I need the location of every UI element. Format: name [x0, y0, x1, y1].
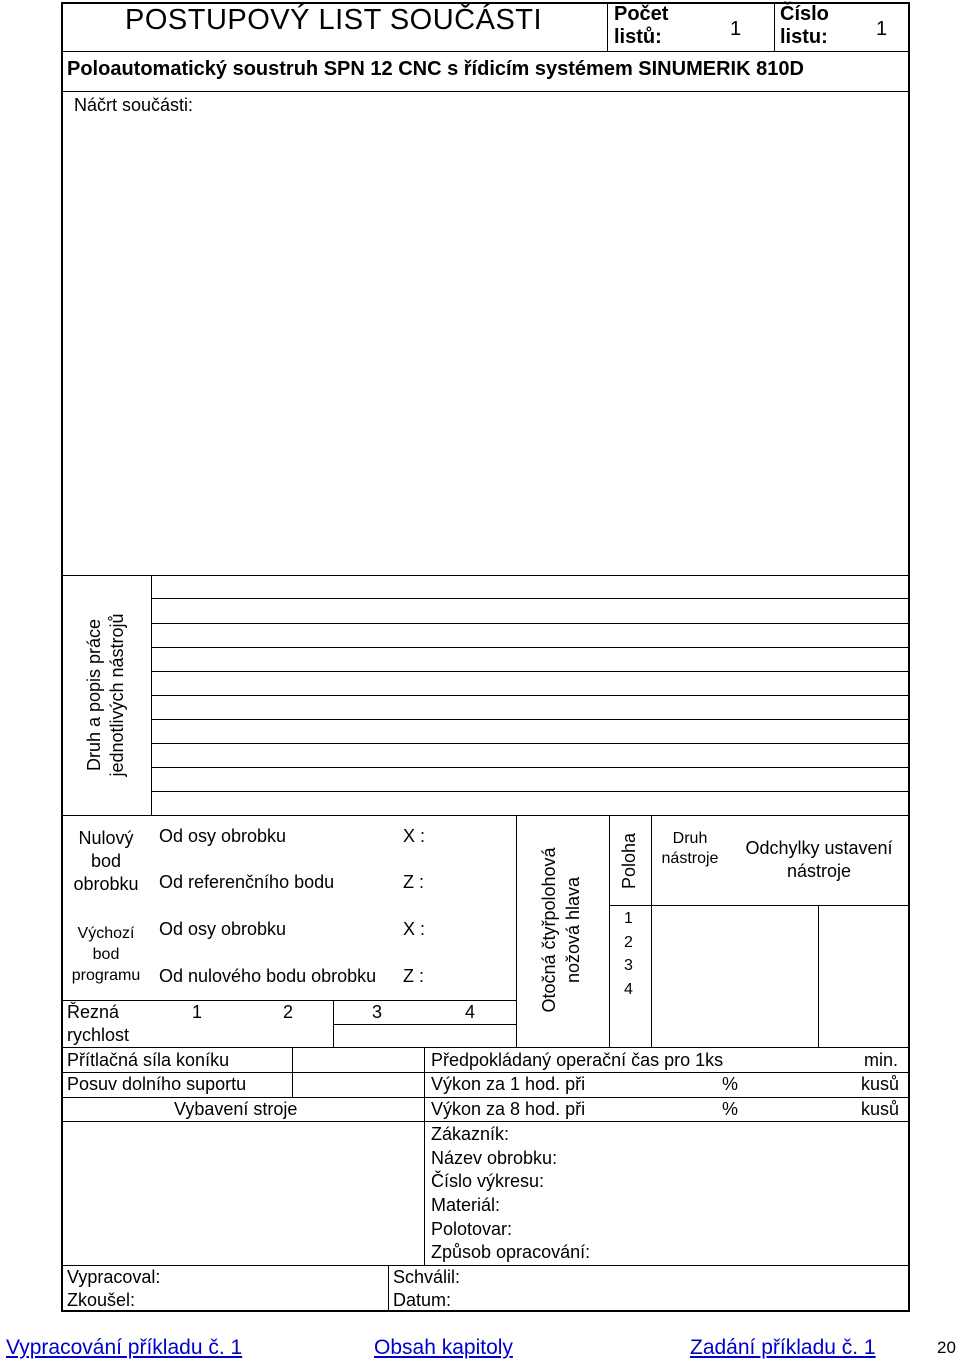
tailstock-force-label: Přítlačná síla koníku — [67, 1050, 230, 1070]
output-8h-label: Výkon za 8 hod. při — [431, 1099, 586, 1119]
blank-label[interactable]: Polotovar: — [431, 1219, 513, 1239]
prepared-by-label[interactable]: Vypracoval: — [67, 1267, 161, 1287]
start-z-field[interactable]: Z : — [403, 966, 424, 986]
tools-label-line-2: jednotlivých nástrojů — [106, 613, 127, 777]
previous-example-link[interactable]: Vypracování příkladu č. 1 — [6, 1336, 243, 1359]
turret-label-line-1: Otočná čtyřpolohová — [539, 847, 559, 1013]
sheet-number-value[interactable]: 1 — [876, 18, 888, 40]
sheet-number-label-2: listu: — [780, 26, 828, 48]
sheet-number-label: Číslo — [780, 3, 829, 25]
chapter-contents-link[interactable]: Obsah kapitoly — [374, 1336, 513, 1359]
output-8h-percent: % — [722, 1099, 739, 1119]
position-header: Poloha — [619, 832, 639, 890]
sheet-count-label: Počet — [614, 3, 669, 25]
position-3: 3 — [624, 957, 633, 974]
start-x-field[interactable]: X : — [403, 919, 426, 939]
cutting-speed-label-1: Řezná — [67, 1002, 120, 1022]
page-title: POSTUPOVÝ LIST SOUČÁSTI — [125, 4, 543, 36]
program-start-label — [61, 923, 151, 986]
zero-x-field[interactable]: X : — [403, 826, 426, 846]
sketch-label: Náčrt součásti: — [74, 95, 194, 115]
position-4: 4 — [624, 981, 633, 998]
sheet-count-value[interactable]: 1 — [730, 18, 742, 40]
start-from-zero: Od nulového bodu obrobku — [159, 966, 377, 986]
tools-section-label — [83, 575, 129, 815]
zero-point-line-1: Nulový — [78, 828, 134, 848]
tool-offset-line-1: Odchylky ustavení — [745, 838, 893, 858]
machine-equipment-label: Vybavení stroje — [174, 1099, 298, 1119]
tool-type-cells[interactable] — [652, 906, 818, 1047]
machine-name: Poloautomatický soustruh SPN 12 CNC s řídicím systémem SINUMERIK 810D — [67, 58, 804, 80]
tool-type-header — [651, 829, 729, 869]
output-1h-label: Výkon za 1 hod. při — [431, 1074, 586, 1094]
zero-from-axis: Od osy obrobku — [159, 826, 287, 846]
customer-label[interactable]: Zákazník: — [431, 1124, 510, 1144]
tool-type-line-1: Druh — [672, 830, 708, 847]
sketch-area[interactable] — [63, 120, 908, 574]
zero-z-field[interactable]: Z : — [403, 872, 424, 892]
position-2: 2 — [624, 934, 633, 951]
zero-point-label — [61, 827, 151, 896]
tool-type-line-2: nástroje — [661, 850, 719, 867]
date-label[interactable]: Datum: — [393, 1290, 452, 1310]
feed-field[interactable] — [293, 1073, 423, 1097]
zero-point-line-3: obrobku — [73, 874, 139, 894]
sheet-count-label-2: listů: — [614, 26, 662, 48]
speed-1: 1 — [192, 1002, 203, 1022]
speed-values-row[interactable] — [334, 1025, 516, 1047]
tailstock-force-field[interactable] — [293, 1048, 423, 1072]
turret-label-line-2: nožová hlava — [563, 876, 583, 984]
output-8h-unit: kusů — [861, 1099, 900, 1119]
zero-from-reference: Od referenčního bodu — [159, 872, 335, 892]
minutes-unit: min. — [864, 1050, 899, 1070]
position-1: 1 — [624, 910, 633, 927]
operation-time-label: Předpokládaný operační čas pro 1ks — [431, 1050, 724, 1070]
next-example-link[interactable]: Zadání příkladu č. 1 — [690, 1336, 876, 1359]
page-number: 20 — [937, 1338, 956, 1357]
tools-description-rows[interactable] — [153, 599, 908, 815]
tools-label-line-1: Druh a popis práce — [84, 618, 104, 772]
feed-label: Posuv dolního suportu — [67, 1074, 247, 1094]
approved-by-label[interactable]: Schválil: — [393, 1267, 461, 1287]
output-1h-percent: % — [722, 1074, 739, 1094]
drawing-number-label[interactable]: Číslo výkresu: — [431, 1171, 545, 1191]
speed-4: 4 — [465, 1002, 476, 1022]
machining-method-label[interactable]: Způsob opracování: — [431, 1242, 591, 1262]
turret-label — [537, 815, 587, 1045]
cutting-speed-label-2: rychlost — [67, 1025, 130, 1045]
start-from-axis: Od osy obrobku — [159, 919, 287, 939]
program-start-line-3: programu — [71, 967, 141, 984]
part-name-label[interactable]: Název obrobku: — [431, 1148, 558, 1168]
tool-offset-line-2: nástroje — [786, 861, 852, 881]
checked-by-label[interactable]: Zkoušel: — [67, 1290, 136, 1310]
material-label[interactable]: Materiál: — [431, 1195, 501, 1215]
zero-point-line-2: bod — [90, 851, 122, 871]
program-start-line-2: bod — [92, 946, 120, 963]
machine-equipment-area[interactable] — [63, 1122, 423, 1265]
output-1h-unit: kusů — [861, 1074, 900, 1094]
tool-offset-cells[interactable] — [819, 906, 908, 1047]
program-start-line-1: Výchozí — [77, 925, 135, 942]
speed-3: 3 — [372, 1002, 383, 1022]
speed-2: 2 — [283, 1002, 294, 1022]
tool-offset-header — [733, 837, 905, 883]
